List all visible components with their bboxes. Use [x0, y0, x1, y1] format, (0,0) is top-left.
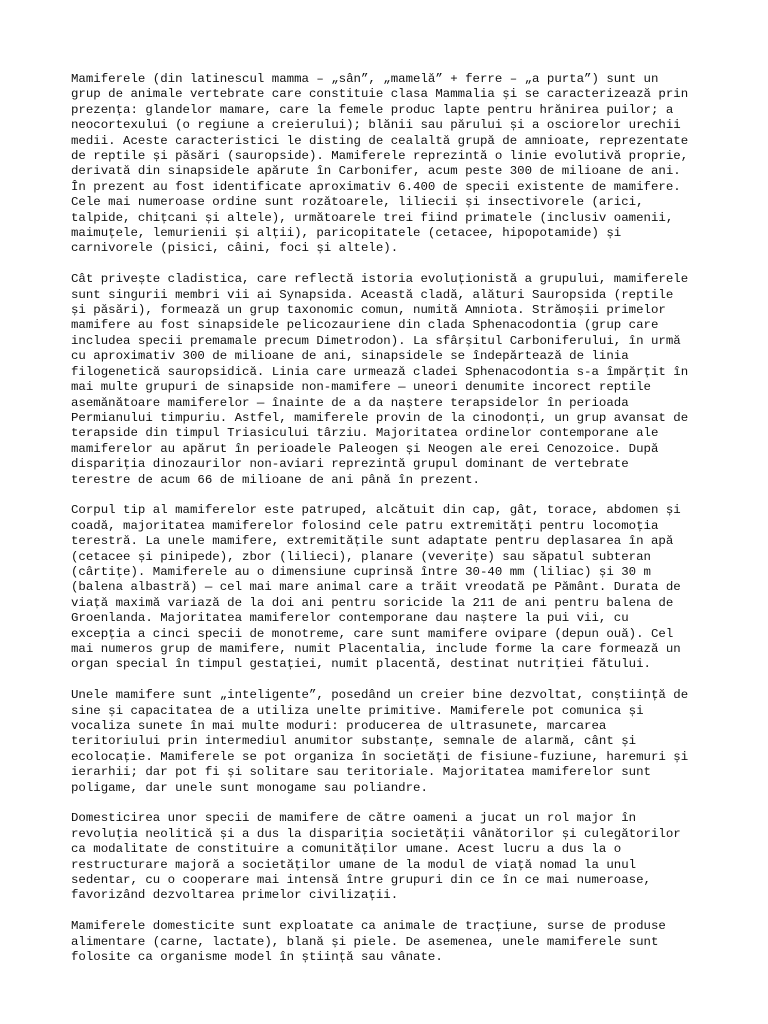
paragraph-uses: Mamiferele domesticite sunt exploatate ca animale de tracțiune, surse de produse alimentare (carne, lactate), blană și piele. De asemenea, unele mamiferele sunt folosite ca organisme model în știință sau vânate. — [71, 919, 666, 965]
paragraph-definition: Mamiferele (din latinescul mamma – „sân”, „mamelă” + ferre – „a purta”) sunt un grup de animale vertebrate care constituie clasa Mammalia și se caracterizează prin prezența: glandelor mamare, care la femele produc lapte pentru hrănirea puilor; a neocortexului (o regiune a creierului); blănii sau părului și a osciorelor urechii medii. Aceste caracteristici le disting de cealaltă grupă de amnioate, reprezentate de reptile și păsări (sauropside). Mamiferele reprezintă o linie evolutivă proprie, derivată din sinapsidele apărute în Carbonifer, acum peste 300 de milioane de ani. În prezent au fost identificate aproximativ 6.400 de specii existente de mamifere. Cele mai numeroase ordine sunt rozătoarele, liliecii și insectivorele (arici, talpide, chițcani și altele), următoarele trei fiind primatele (inclusiv oamenii, maimuțele, lemurienii și alții), paricopitatele (cetacee, hipopotamide) și carnivorele (pisici, câini, foci și altele). — [71, 72, 689, 256]
paragraph-behavior: Unele mamifere sunt „inteligente”, posedând un creier bine dezvoltat, conștiință de sine și capacitatea de a utiliza unelte primitive. Mamiferele pot comunica și vocaliza sunete în mai multe moduri: producerea de ultrasunete, marcarea teritoriului prin intermediul anumitor substanțe, semnale de alarmă, cânt și ecolocație. Mamiferele se pot organiza în societăți de fisiune-fuziune, haremuri și ierarhii; dar pot fi și solitare sau teritoriale. Majoritatea mamiferelor sunt poligame, dar unele sunt monogame sau poliandre. — [71, 688, 689, 795]
paragraph-anatomy: Corpul tip al mamiferelor este patruped, alcătuit din cap, gât, torace, abdomen și coadă, majoritatea mamiferelor folosind cele patru extremități pentru locomoția terestră. La unele mamifere, extremitățile sunt adaptate pentru deplasarea în apă (cetacee și pinipede), zbor (lilieci), planare (veverițe) sau săpatul subteran (cârtițe). Mamiferele au o dimensiune cuprinsă între 30-40 mm (liliac) și 30 m (balena albastră) — cel mai mare animal care a trăit vreodată pe Pământ. Durata de viață maximă variază de la doi ani pentru soricide la 211 de ani pentru balena de Groenlanda. Majoritatea mamiferelor contemporane dau naștere la pui vii, cu excepția a cinci specii de monotreme, care sunt mamifere ovipare (depun ouă). Cel mai numeros grup de mamifere, numit Placentalia, include forme la care formează un organ special în timpul gestației, numit placentă, destinat nutriției fătului. — [71, 503, 681, 672]
paragraph-domestication: Domesticirea unor specii de mamifere de către oameni a jucat un rol major în revoluția neolitică și a dus la dispariția societății vânătorilor și culegătorilor ca modalitate de constituire a comunităților umane. Acest lucru a dus la o restructurare majoră a societăților umane de la modul de viață nomad la unul sedentar, cu o cooperare mai intensă între grupuri din ce în ce mai numeroase, favorizând dezvoltarea primelor civilizații. — [71, 811, 681, 903]
document-body — [71, 72, 711, 981]
paragraph-cladistics: Cât privește cladistica, care reflectă istoria evoluționistă a grupului, mamiferele sunt singurii membri vii ai Synapsida. Această cladă, alături Sauropsida (reptile și păsări), formează un grup taxonomic comun, numită Amniota. Strămoșii primelor mamifere au fost sinapsidele pelicozauriene din clada Sphenacodontia (grup care includea specii premamale precum Dimetrodon). La sfârșitul Carboniferului, în urmă cu aproximativ 300 de milioane de ani, sinapsidele se îndepărtează de linia filogenetică sauropsidică. Linia care urmează cladei Sphenacodontia s-a împărțit în mai multe grupuri de sinapside non-mamifere — uneori denumite incorect reptile asemănătoare mamiferelor — înainte de a da naștere terapsidelor în perioada Permianului timpuriu. Astfel, mamiferele provin de la cinodonți, un grup avansat de terapside din timpul Triasicului târziu. Majoritatea ordinelor contemporane ale mamiferelor au apărut în perioadele Paleogen și Neogen ale erei Cenozoice. După dispariția dinozaurilor non-aviari reprezintă grupul dominant de vertebrate terestre de acum 66 de milioane de ani până în prezent. — [71, 272, 689, 487]
